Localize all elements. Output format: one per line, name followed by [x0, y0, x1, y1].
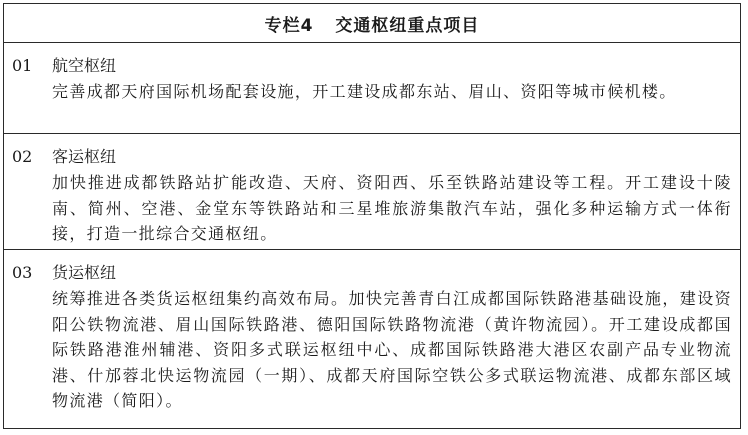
section-heading: 航空枢纽: [52, 56, 117, 75]
panel-title: [4, 4, 740, 43]
section-text: 统筹推进各类货运枢纽集约高效布局。加快完善青白江成都国际铁路港基础设施，建设资阳公铁物流港、眉山国际铁路港、德阳国际铁路物流港（黄许物流园）。开工建设成都国际铁路港淮州辅港、资阳多式联运枢纽中心、成都国际铁路港大港区农副产品专业物流港、什邡蓉北快运物流园（一期）、成都天府国际空铁公多式联运物流港、成都东部区域物流港（简阳）。: [52, 289, 732, 410]
section-aviation-hub: [4, 43, 740, 134]
key-projects-panel: [3, 3, 741, 429]
section-text: 完善成都天府国际机场配套设施，开工建设成都东站、眉山、资阳等城市候机楼。: [52, 82, 677, 101]
section-passenger-hub: [4, 134, 740, 250]
section-heading: 货运枢纽: [52, 263, 117, 282]
section-number: 01: [12, 56, 33, 75]
section-number: 02: [12, 147, 33, 166]
section-number: 03: [12, 263, 33, 282]
section-heading: 客运枢纽: [52, 147, 117, 166]
section-freight-hub: [4, 250, 740, 428]
section-text: 加快推进成都铁路站扩能改造、天府、资阳西、乐至铁路站建设等工程。开工建设十陵南、简州、空港、金堂东等铁路站和三星堆旅游集散汽车站，强化多种运输方式一体衔接，打造一批综合交通枢纽。: [52, 173, 732, 243]
panel-title-number: 专栏4: [264, 15, 314, 36]
panel-title-text: 交通枢纽重点项目: [335, 15, 480, 36]
